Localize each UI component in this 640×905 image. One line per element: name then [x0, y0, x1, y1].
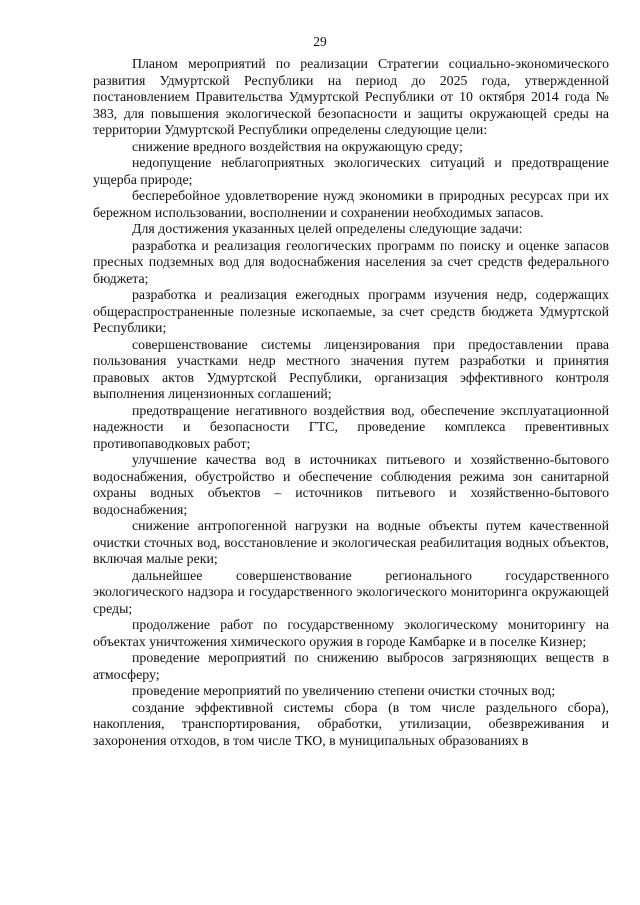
paragraph: создание эффективной системы сбора (в том числе раздельного сбора), накопления, транспортирования, обработки, утилизации, обезвреживания и захоронения отходов, в том числе ТКО, в муниципальных образованиях в	[93, 699, 609, 748]
paragraph: улучшение качества вод в источниках питьевого и хозяйственно-бытового водоснабжения, обустройство и обеспечение соблюдения режима зон санитарной охраны водных объектов – источников питьевого и хозяйственно-бытового водоснабжения;	[93, 452, 609, 517]
page-number: 29	[313, 34, 327, 49]
paragraph: снижение вредного воздействия на окружающую среду;	[132, 138, 463, 154]
paragraph: дальнейшее совершенствование регионального государственного экологического надзора и государственного экологического мониторинга окружающей среды;	[93, 567, 609, 616]
document-body	[93, 56, 609, 749]
paragraph: продолжение работ по государственному экологическому мониторингу на объектах уничтожения химического оружия в городе Камбарке и в поселке Кизнер;	[93, 617, 609, 649]
paragraph: проведение мероприятий по увеличению степени очистки сточных вод;	[132, 683, 556, 698]
paragraph: разработка и реализация геологических программ по поиску и оценке запасов пресных подземных вод для водоснабжения населения за счет средств федерального бюджета;	[93, 237, 609, 286]
paragraph: недопущение неблагоприятных экологических ситуаций и предотвращение ущерба природе;	[93, 155, 609, 187]
paragraph: совершенствование системы лицензирования при предоставлении права пользования участками недр местного значения путем разработки и принятия правовых актов Удмуртской Республики, организация эффективного контроля выполнения лицензионных соглашений;	[93, 336, 609, 401]
paragraph: снижение антропогенной нагрузки на водные объекты путем качественной очистки сточных вод, восстановление и экологическая реабилитация водных объектов, включая малые реки;	[93, 518, 609, 566]
paragraph: Планом мероприятий по реализации Стратегии социально-экономического развития Удмуртской Республики на период до 2025 года, утвержденной постановлением Правительства Удмуртской Республики от 10 октября 2014 года № 383, для повышения экологической безопасности и защиты окружающей среды на территории Удмуртской Республики определены следующие цели:	[93, 56, 609, 137]
paragraph: Для достижения указанных целей определены следующие задачи:	[132, 221, 523, 236]
paragraph: бесперебойное удовлетворение нужд экономики в природных ресурсах при их бережном использовании, восполнении и сохранении необходимых запасов.	[93, 188, 609, 220]
paragraph: проведение мероприятий по снижению выбросов загрязняющих веществ в атмосферу;	[93, 650, 609, 682]
paragraph: разработка и реализация ежегодных программ изучения недр, содержащих общераспространенные полезные ископаемые, за счет средств бюджета Удмуртской Республики;	[93, 287, 609, 335]
paragraph: предотвращение негативного воздействия вод, обеспечение эксплуатационной надежности и безопасности ГТС, проведение комплекса превентивных противопаводковых работ;	[93, 402, 609, 451]
